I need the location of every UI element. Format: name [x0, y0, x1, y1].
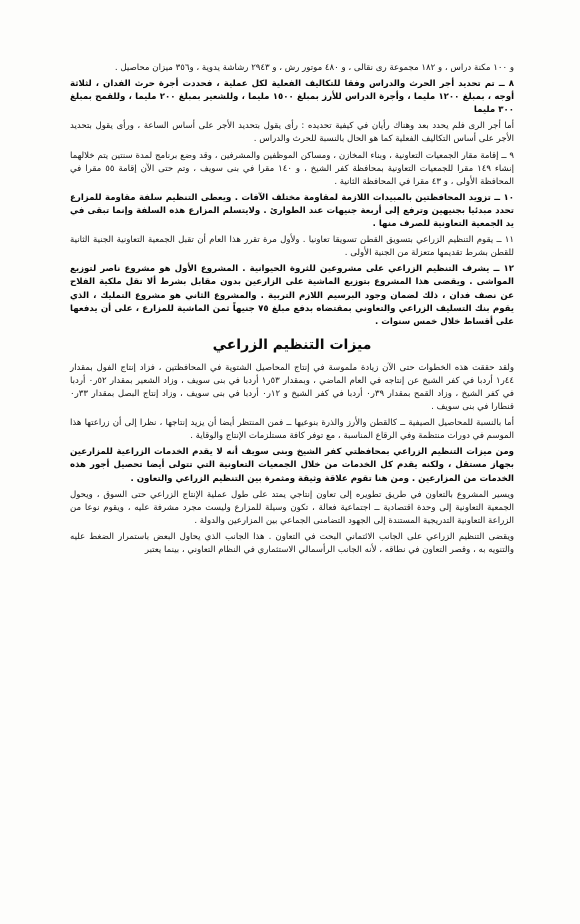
paragraph-item-9-cooperative-buildings: ٩ ــ إقامة مقار الجمعيات التعاونية ، وبناء المخازن ، ومساكن الموظفين والمشرفين ، وقد وضع برنامج لمدة سنتين يتم خلالهما إنشاء ١٤٩ مقرا للجمعيات التعاونية بمحافظة كفر الشيخ ، و ١٤٠ مقرا في بنى سويف ، وتم حتى الآن إقامة ٥٥ مقرا في المحافظة الأولى ، و ٤٣ مقرا في المحافظة الثانية .	[70, 150, 514, 187]
paragraph-item-11-cotton-marketing: ١١ ــ يقوم التنظيم الزراعي بتسويق القطن تسويقا تعاونيا . ولأول مرة تقرر هذا العام أن تقبل الجمعية التعاونية الجنية الثانية للقطن بشرط تقديمها متعزلة من الجنية الأولى .	[70, 235, 514, 259]
paragraph-cooperative-development: ويسير المشروع بالتعاون في طريق تطويره إلى تعاون إنتاجي يمتد على طول عملية الإنتاج الزراعي حتى السوق ، ويحول الجمعية التعاونية إلى وحدة اقتصادية ــ اجتماعية فعالة ، تكون وسيلة للمزارع وليست مجرد مشرفة عليه ، ويقوم نوعا من الزراعة التعاونية التدريجية المستندة إلى الجهود التضامنى الجماعي بين المزارعين والدولة .	[70, 489, 514, 526]
paragraph-item-8-service-fees: ٨ ــ تم تحديد أجر الحرث والدراس وفقا للتكاليف الفعلية لكل عملية ، فحددت أجرة حرث الفدان ، لثلاثة أوجه ، بمبلغ ١٢٠٠ مليما ، وأجرة الدراس للأرز بمبلغ ١٥٠٠ مليما ، وللشعير بمبلغ ٢٠٠ مليما ، وللقمح بمبلغ ٣٠٠ مليما	[70, 79, 515, 116]
paragraph-organization-features: ومن ميزات التنظيم الزراعي بمحافظتي كفر الشيخ وبنى سويف أنه لا يقدم الخدمات الزراعية للمزارعين بجهاز مستقل ، ولكنه يقدم كل الخدمات من خلال الجمعيات التعاونية التي تتولى أيضا تحصيل أجور هذه الخدمات من المزارعين . ومن هنا تقوم علاقة وثيقة ومثمرة بين التنظيم الزراعي والتعاون .	[70, 447, 514, 484]
paragraph-item-10-pesticides: ١٠ ــ تزويد المحافظتين بالمبيدات اللازمة لمقاومة مختلف الآفات . ويعطى التنظيم سلفة مقاومة للمزارع تحدد مبدئيا بجنيهين وترفع إلى أربعة جنيهات عند الطوارئ . ولايتسلم المزارع هذه السلفة وإنما تبقى في يد الجمعية التعاونية للصرف منها .	[70, 192, 514, 230]
paragraph-winter-crops: ولقد حققت هذه الخطوات حتى الآن زيادة ملموسة في إنتاج المحاصيل الشتوية في المحافظتين ، فزاد إنتاج الفول بمقدار ٤٤ر١ أردبا في كفر الشيخ عن إنتاجه في العام الماضي ، وبمقدار ٥٣ر١ أردبا في بنى سويف ، وزاد الشعير بمقدار ٥٢ر٠ أردبا في كفر الشيخ ، وزاد القمح بمقدار ٣٩ر٠ أردبا في كفر الشيخ و ١٢ر٠ أردبا في بنى سويف ، وزاد إنتاج البصل بمقدار ٣٣ر٠ قنطارا في بنى سويف .	[70, 362, 515, 413]
document-body	[70, 62, 514, 560]
paragraph-summer-crops: أما بالنسبة للمحاصيل الصيفية ــ كالقطن والأرز والذرة بنوعيها ــ فمن المنتظر أيضا أن يزيد إنتاجها ، نظرا إلى أن زراعتها هذا الموسم في دورات منتظمة وفي الرقاع المناسبة ، مع توفر كافة مستلزمات الإنتاج والوقاية .	[70, 418, 514, 442]
paragraph-item-12-livestock: ١٢ ــ يشرف التنظيم الزراعي على مشروعين للثروة الحيوانية . المشروع الأول هو مشروع ناصر لتوزيع المواشى . ويقضى هذا المشروع بتوزيع الماشية على الزارعين بدون مقابل بشرط ألا تقل ملكية الفلاح عن نصف فدان ، ذلك لضمان وجود البرسيم اللازم التربية . والمشروع الثاني هو مشروع التمليك ، الذي يقوم بنك التسليف الزراعي والتعاوني بمقتضاه بدفع مبلغ ٧٥ جنيهاً ثمن الماشية للمزارع ، على أن يدفعها على أقساط خلال خمس سنوات .	[70, 264, 514, 327]
paragraph-equipment-list: و ١٠٠ مكنة دراس ، و ١٨٢ مجموعة رى نقالى ، و ٤٨٠ موتور رش ، و ٢٩٤٣ رشاشة يدوية ، و٣٥٦ ميزان محاصيل .	[114, 63, 514, 73]
paragraph-credit-side: ويقضى التنظيم الزراعي على الجانب الائتماني البحت في التعاون . هذا الجانب الذي يحاول البعض باستمرار الضغط عليه والتنويه به ، وقصر التعاون في نطاقه ، لأنه الجانب الرأسمالي الاستثماري في النظام التعاوني ، بينما يعتبر	[70, 531, 514, 555]
paragraph-irrigation-fees: أما أجر الرى فلم يحدد بعد وهناك رأيان في كيفية تحديده : رأى يقول بتحديد الأجر على أساس الساعة ، ورأى يقول بتحديد الأجر على أساس التكاليف الفعلية كما هو الحال بالنسبة للحرث والدراس .	[70, 121, 514, 145]
section-heading: ميزات التنظيم الزراعي	[212, 336, 372, 353]
